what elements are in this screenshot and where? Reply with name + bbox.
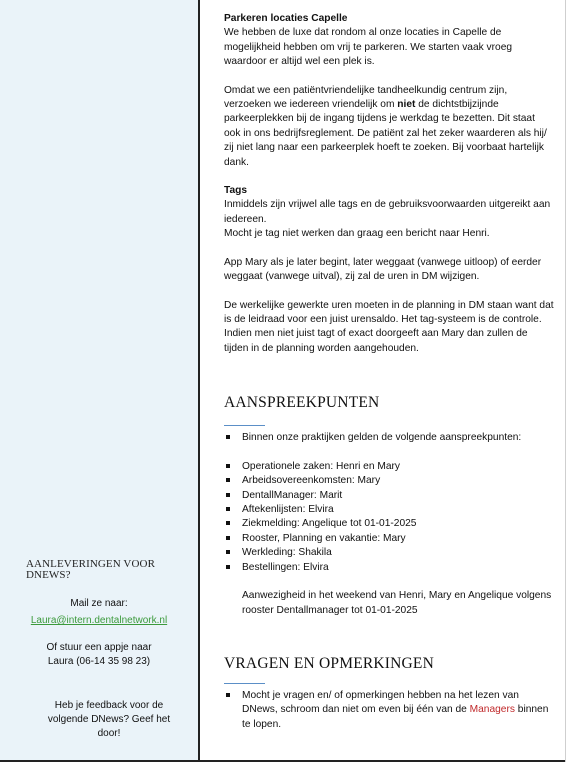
- bullet-icon: [226, 493, 230, 497]
- contact-item: Ziekmelding: Angelique tot 01-01-2025: [242, 518, 417, 530]
- list-item: [224, 517, 554, 531]
- aanspreekpunten-accent-line: [224, 425, 265, 426]
- vragen-heading: VRAGEN EN OPMERKINGEN: [224, 655, 434, 672]
- sidebar-email-link[interactable]: Laura@intern.dentalnetwork.nl: [30, 615, 168, 626]
- vragen-list: [224, 689, 554, 732]
- list-item: [224, 489, 554, 503]
- bullet-icon: [226, 565, 230, 569]
- contact-item: Bestellingen: Elvira: [242, 561, 329, 573]
- aanspreekpunten-heading: AANSPREEKPUNTEN: [224, 394, 380, 411]
- list-item: [224, 460, 554, 474]
- vragen-accent-line: [224, 683, 265, 684]
- sidebar-feedback-text: Heb je feedback voor de volgende DNews? Geef het door!: [47, 700, 171, 739]
- tags-paragraph-1b: Mocht je tag niet werken dan graag een bericht naar Henri.: [224, 228, 490, 240]
- tags-heading: Tags: [224, 185, 248, 197]
- contact-item: Werkleding: Shakila: [242, 547, 332, 559]
- list-item: [224, 532, 554, 546]
- sidebar-app-phone: Laura (06-14 35 98 23): [47, 656, 151, 667]
- bullet-icon: [226, 536, 230, 540]
- bullet-icon: [226, 521, 230, 525]
- column-divider: [198, 0, 200, 762]
- aanspreekpunten-intro: Binnen onze praktijken gelden de volgende aanspreekpunten:: [242, 432, 522, 443]
- contact-item: DentallManager: Marit: [242, 489, 343, 501]
- bullet-icon: [226, 464, 230, 468]
- parking-p2-bold: niet: [397, 99, 416, 111]
- vragen-text-end: binnen te lopen.: [242, 704, 549, 730]
- aanspreekpunten-list: [224, 460, 554, 575]
- vragen-section: [224, 689, 554, 732]
- list-item: [224, 689, 554, 732]
- sidebar-mail-label: Mail ze naar:: [70, 598, 128, 609]
- right-border: [565, 0, 566, 762]
- parking-heading: Parkeren locaties Capelle: [224, 13, 348, 24]
- contact-item: Operationele zaken: Henri en Mary: [242, 460, 400, 472]
- parking-tags-section: [224, 12, 554, 356]
- contact-item: Aftekenlijsten: Elvira: [242, 504, 334, 516]
- parking-paragraph-1: We hebben de luxe dat rondom al onze locaties in Capelle de mogelijkheid hebben om vrij te parkeren. We starten vaak vroeg waardoor er altijd wel een plek is.: [224, 27, 513, 68]
- bottom-border: [0, 760, 566, 762]
- parking-p2-start: Omdat we een patiëntvriendelijke tandheelkundig centrum zijn, verzoeken we iedereen vriendelijk om: [224, 84, 508, 111]
- bullet-icon: [226, 693, 230, 697]
- contact-item: Arbeidsovereenkomsten: Mary: [242, 475, 381, 487]
- vragen-text-start: Mocht je vragen en/ of opmerkingen hebben na het lezen van DNews, schroom dan niet om even bij één van de: [242, 690, 519, 716]
- tags-paragraph-3: De werkelijke gewerkte uren moeten in de planning in DM staan want dat is de leidraad voor een juist urensaldo. Het tag-systeem is de controle. Indien men niet juist tagt of exact doorgeeft aan Mary dan zullen de tijden in de planning worden aangehouden.: [224, 299, 554, 354]
- managers-link[interactable]: Managers: [469, 704, 515, 716]
- weekend-note: Aanwezigheid in het weekend van Henri, Mary en Angelique volgens rooster Dentallmanager tot 01-01-2025: [242, 590, 552, 616]
- list-item: [224, 561, 554, 575]
- bullet-icon: [226, 435, 230, 439]
- bullet-icon: [226, 550, 230, 554]
- list-item: [224, 431, 554, 445]
- bullet-icon: [226, 507, 230, 511]
- contact-item: Rooster, Planning en vakantie: Mary: [242, 532, 406, 544]
- bullet-icon: [226, 478, 230, 482]
- list-item: [224, 474, 554, 488]
- parking-p2-end: de dichtstbijzijnde parkeerplekken bij de ingang tijdens je werkdag te bezetten. Dit staat ook in ons bedrijfsreglement. De patiënt zal het zeker waarderen als hij/ zij niet lang naar een parkeerplek hoeft te zoeken. Bij voorbaat hartelijk dank.: [224, 99, 547, 168]
- list-item: [224, 503, 554, 517]
- tags-paragraph-1: Inmiddels zijn vrijwel alle tags en de gebruiksvoorwaarden uitgereikt aan iedereen.: [224, 199, 551, 225]
- aanspreekpunten-intro-list: [224, 431, 554, 445]
- parking-paragraph-2: [224, 84, 554, 170]
- sidebar-app-text: Of stuur een appje naar: [46, 642, 152, 653]
- aanspreekpunten-section: [224, 431, 554, 618]
- list-item: [224, 546, 554, 560]
- sidebar-heading: AANLEVERINGEN VOOR DNEWS?: [26, 558, 156, 581]
- tags-paragraph-2: App Mary als je later begint, later weggaat (vanwege uitloop) of eerder weggaat (vanwege uitval), zij zal de uren in DM wijzigen.: [224, 256, 542, 283]
